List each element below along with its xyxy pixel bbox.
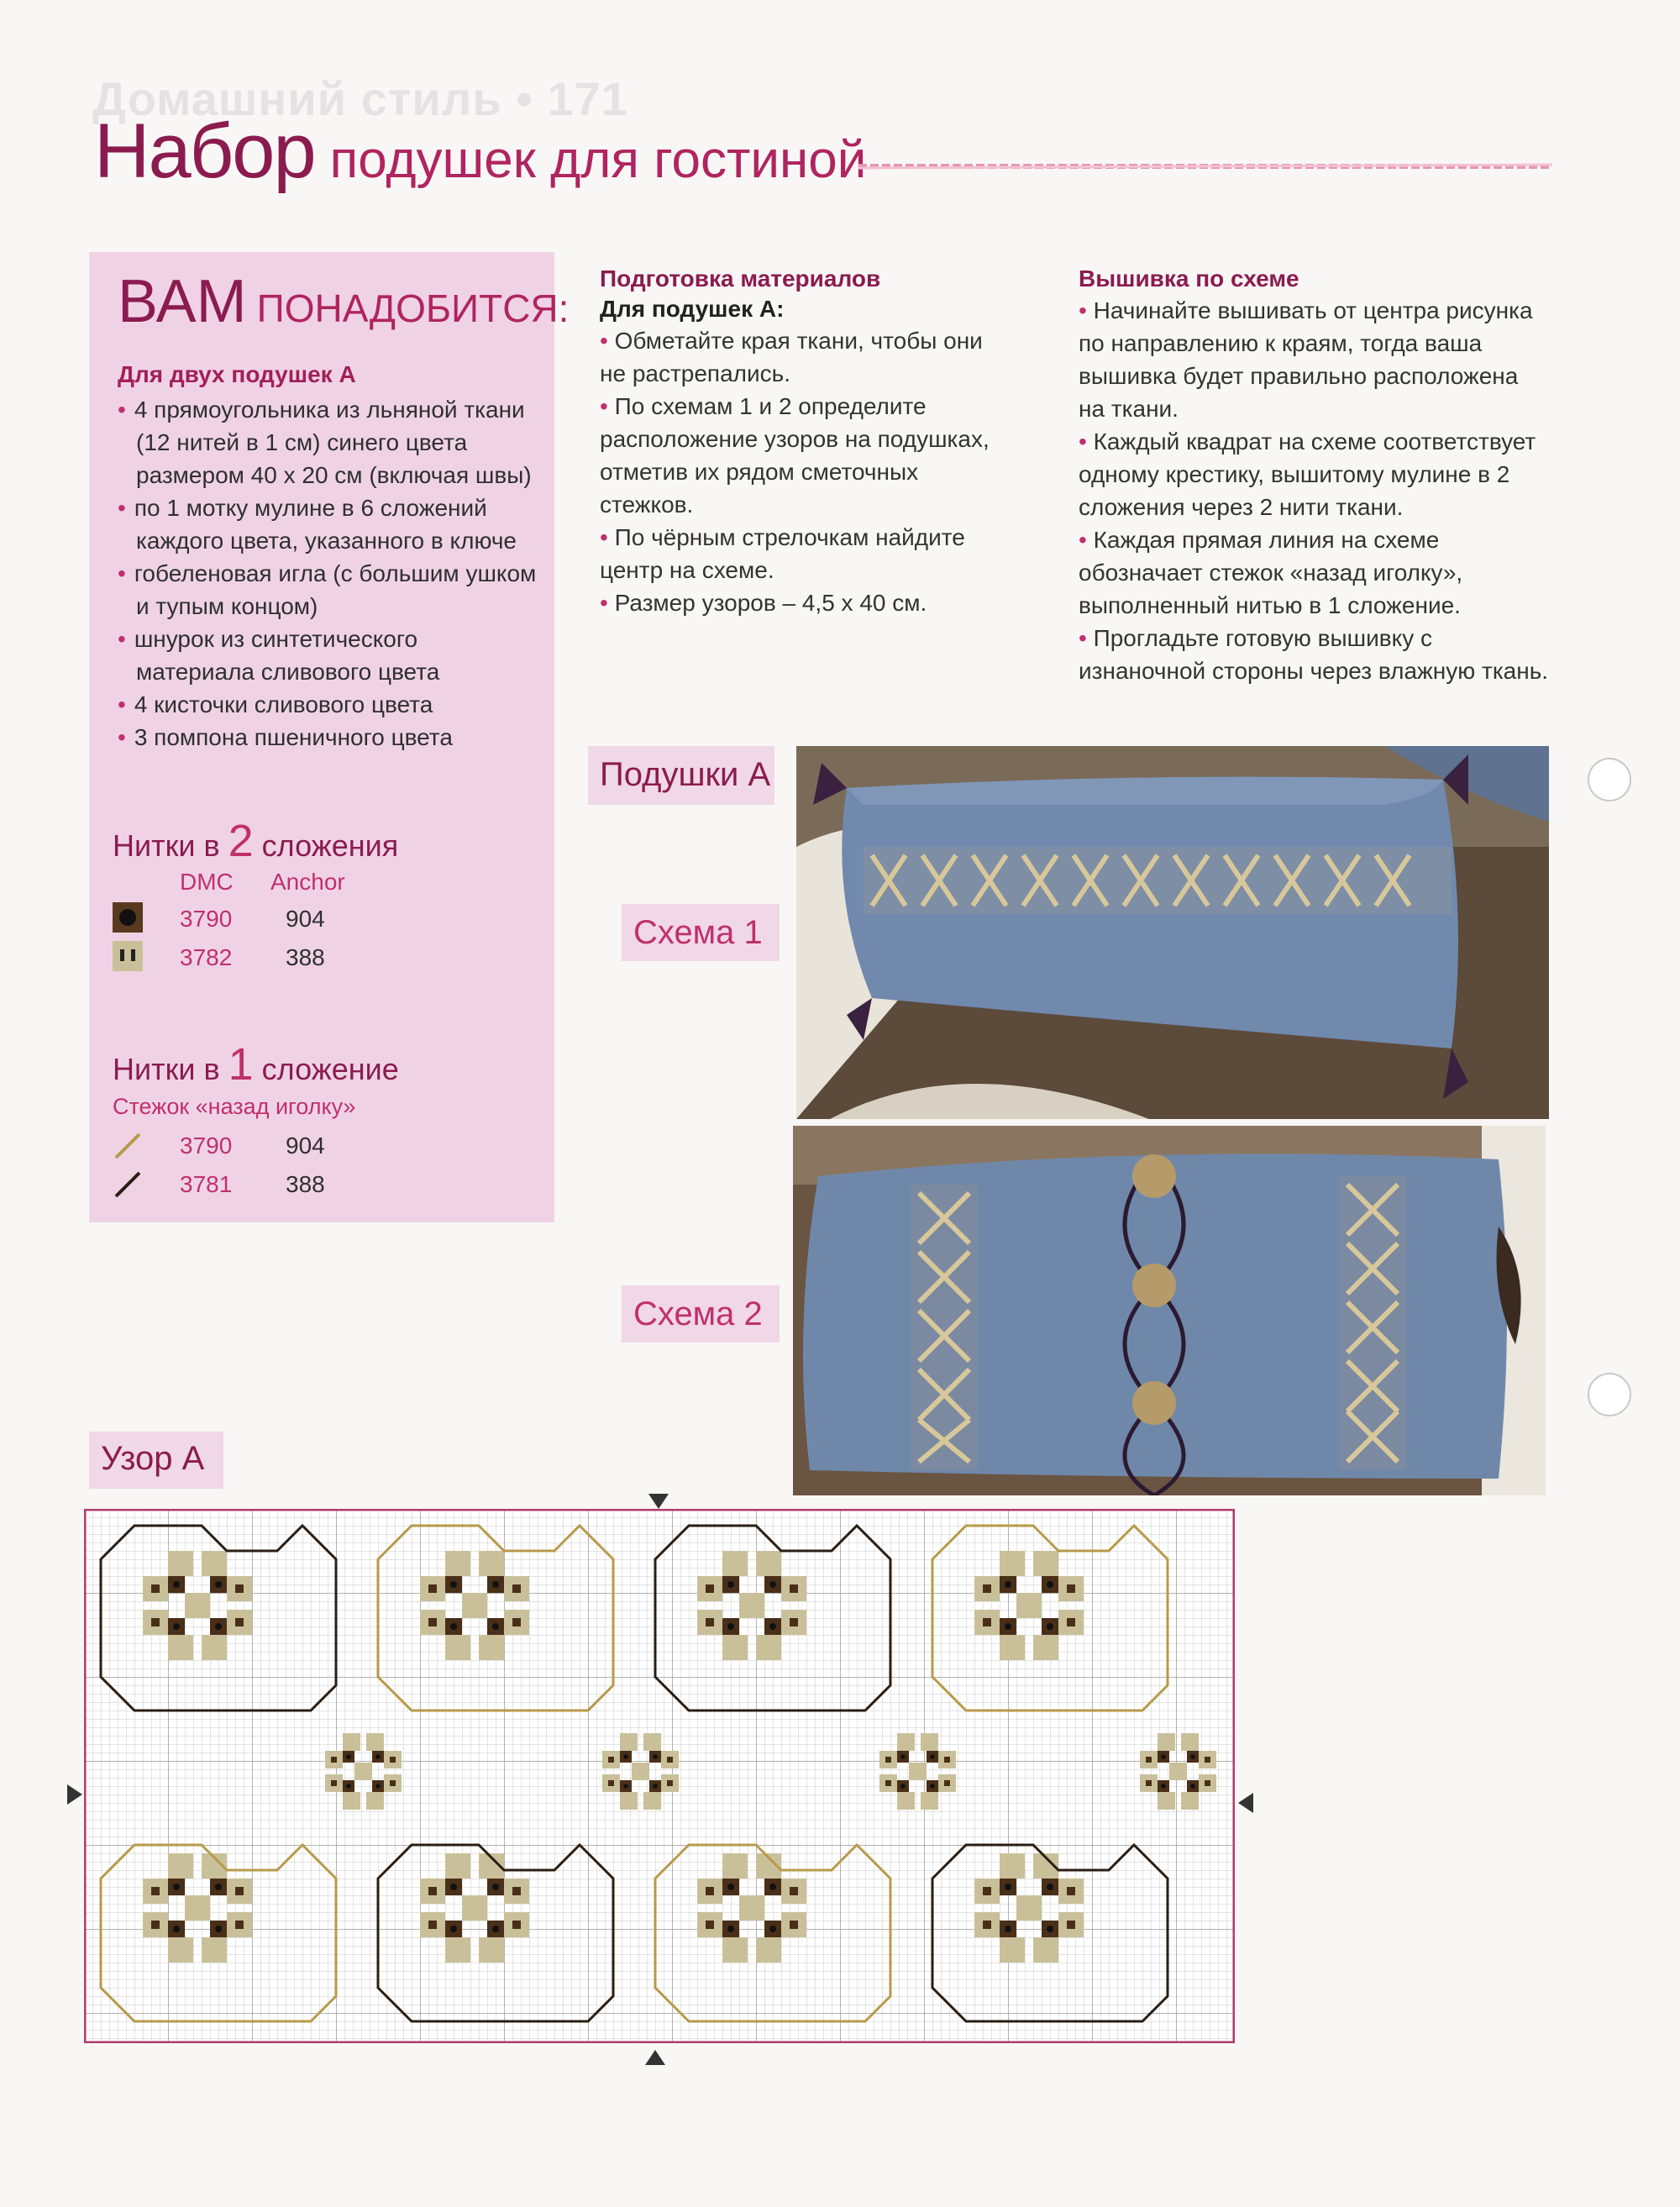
threads2-prefix: Нитки в [113,828,220,863]
list-item: • 3 помпона пшеничного цвета [118,721,538,754]
list-item: • По схемам 1 и 2 определите расположение узоров на подушках, отметив их рядом сметочных стежков. [600,390,995,521]
scheme2-label-text: Схема 2 [633,1295,763,1332]
title-thread-rule [858,160,1552,173]
pillows-label-text: Подушки А [600,756,771,793]
materials-list [118,393,538,754]
preparation-title: Подготовка материалов [600,265,881,292]
pillow-photo-scheme2 [793,1126,1546,1495]
backstitch-gold-icon [113,1131,143,1161]
col-anchor: Anchor [270,869,345,895]
binder-hole [1588,758,1631,801]
threads1-prefix: Нитки в [113,1052,220,1086]
list-item: • Каждый квадрат на схеме соответствует одному крестику, вышитому мулине в 2 сложения через 2 нити ткани. [1079,425,1549,523]
list-item: • шнурок из синтетического материала сливового цвета [118,623,538,688]
list-item: • Начинайте вышивать от центра рисунка по направлению к краям, тогда ваша вышивка будет правильно расположена на ткани. [1079,294,1549,425]
threads2-suffix: сложения [261,828,399,863]
preparation-subtitle: Для подушек А: [600,296,785,322]
materials-heading [118,267,569,336]
materials-heading-big: ВАМ [118,268,247,335]
backstitch-label: Стежок «назад иголку» [113,1094,356,1119]
list-item: • Каждая прямая линия на схеме обозначает стежок «назад иголку», выполненный нитью в 1 сложение. [1079,523,1549,622]
backstitch-dark-icon [113,1169,143,1200]
dmc-value: 3781 [180,1171,233,1197]
title-rest: подушек для гостиной [329,131,867,189]
dmc-value: 3782 [180,944,233,970]
anchor-value: 388 [286,1171,325,1197]
list-item: • гобеленовая игла (с большим ушком и тупым концом) [118,557,538,623]
pattern-label [89,1432,223,1489]
center-arrow-left-icon [67,1784,82,1805]
center-arrow-bottom-icon [645,2050,665,2065]
embroidery-section [1079,264,1549,687]
embroidery-title: Вышивка по схеме [1079,265,1299,292]
preparation-section [600,264,995,619]
list-item: • По чёрным стрелочкам найдите центр на схеме. [600,521,995,586]
dmc-value: 3790 [180,906,233,932]
background-header-text: Домашний стиль • 171 [92,72,628,125]
binder-hole [1588,1373,1631,1416]
list-item: • 4 кисточки сливового цвета [118,688,538,721]
list-item: • по 1 мотку мулине в 6 сложений каждого цвета, указанного в ключе [118,491,538,557]
scheme2-label [622,1285,780,1343]
threads1-number: 1 [228,1039,254,1090]
threads1-heading [113,1038,399,1090]
anchor-value: 904 [286,1132,325,1159]
materials-heading-small: ПОНАДОБИТСЯ: [256,286,570,330]
page-title [94,108,866,196]
pattern-label-text: Узор А [101,1440,205,1477]
list-item: • 4 прямоугольника из льняной ткани (12 нитей в 1 см) синего цвета размером 40 х 20 см (включая швы) [118,393,538,491]
pillow-photo-scheme1 [796,746,1549,1119]
threads2-heading [113,815,398,867]
threads2-number: 2 [228,816,254,866]
cross-stitch-chart [84,1509,1235,2043]
list-item: • Прогладьте готовую вышивку с изнаночной стороны через влажную ткань. [1079,622,1549,687]
dmc-value: 3790 [180,1132,233,1159]
anchor-value: 388 [286,944,325,970]
scheme1-label [622,904,780,961]
symbol-dark-brown-icon [113,902,143,933]
center-arrow-top-icon [648,1494,669,1509]
materials-subheading: Для двух подушек А [118,361,356,387]
pillows-label [588,746,774,805]
list-item: • Размер узоров – 4,5 х 40 см. [600,586,995,619]
col-dmc: DMC [180,869,234,895]
scheme1-label-text: Схема 1 [633,914,763,951]
center-arrow-right-icon [1238,1793,1253,1813]
title-main: Набор [94,108,315,194]
anchor-value: 904 [286,906,325,932]
symbol-beige-icon [113,941,143,971]
list-item: • Обметайте края ткани, чтобы они не растрепались. [600,324,995,390]
threads1-suffix: сложение [261,1052,399,1086]
